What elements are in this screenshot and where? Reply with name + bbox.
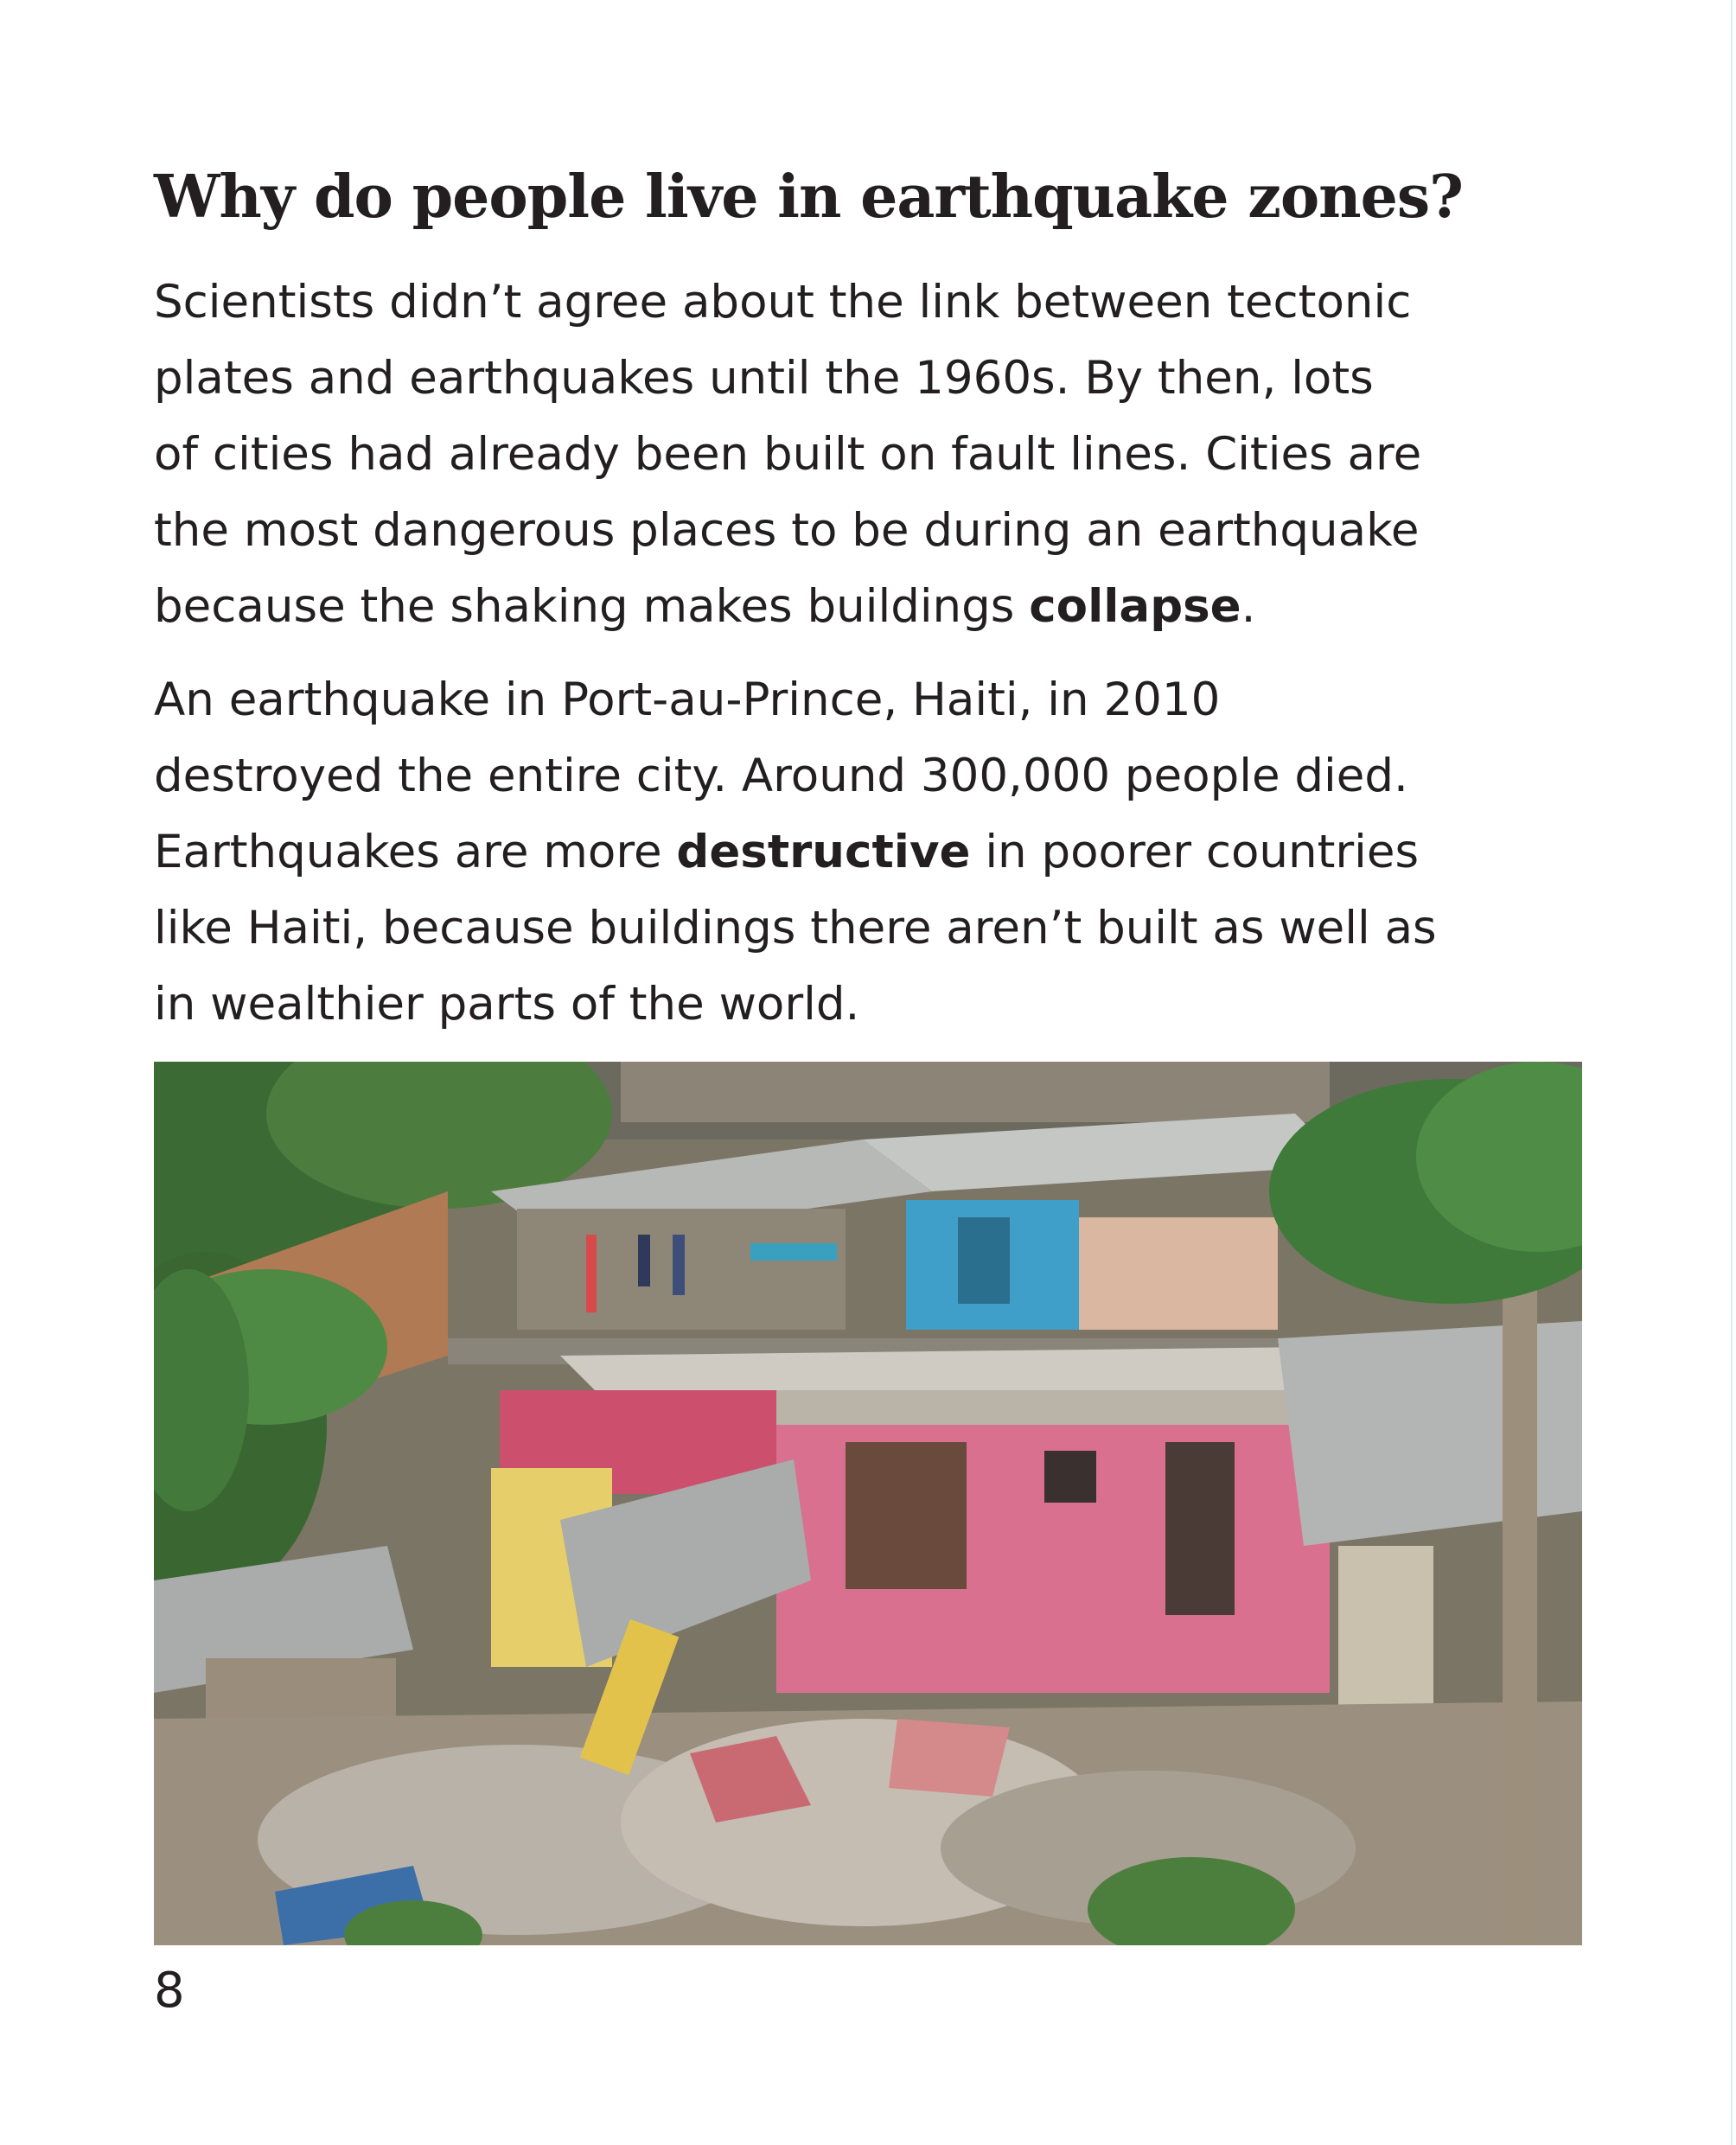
page-number: 8 <box>154 1963 185 2019</box>
keyword-collapse: collapse <box>1029 580 1241 633</box>
page-heading: Why do people live in earthquake zones? <box>154 163 1464 232</box>
collapsed-houses-illustration <box>154 1062 1582 1945</box>
paragraph-2 <box>154 662 1589 1043</box>
paragraph-2-text: Earthquakes are more <box>154 826 677 878</box>
paragraph-1-last-line <box>154 569 1589 645</box>
paragraph-1-line: the most dangerous places to be during an earthquake <box>154 504 1420 557</box>
paragraph-2-line: in wealthier parts of the world. <box>154 978 860 1031</box>
paragraph-2-line: An earthquake in Port-au-Prince, Haiti, in 2010 <box>154 674 1221 726</box>
paragraph-1-line: of cities had already been built on fault lines. Cities are <box>154 428 1422 481</box>
paragraph-1-line: Scientists didn’t agree about the link between tectonic <box>154 276 1412 329</box>
paragraph-1 <box>154 265 1589 645</box>
paragraph-1-text: because the shaking makes buildings <box>154 580 1030 633</box>
paragraph-2-line: like Haiti, because buildings there aren’t built as well as <box>154 902 1437 954</box>
keyword-destructive: destructive <box>676 826 971 878</box>
paragraph-2-line-with-keyword <box>154 814 1589 891</box>
paragraph-2-text: in poorer countries <box>970 826 1420 878</box>
page-edge-line <box>1731 0 1733 2145</box>
paragraph-2-line: destroyed the entire city. Around 300,000 people died. <box>154 750 1408 802</box>
paragraph-1-line: plates and earthquakes until the 1960s. By then, lots <box>154 352 1374 405</box>
paragraph-1-period: . <box>1241 580 1256 633</box>
earthquake-damage-photo <box>154 1062 1582 1945</box>
